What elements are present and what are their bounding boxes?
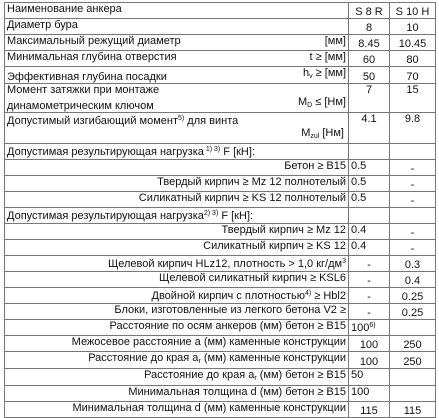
value-s8r: 50: [349, 67, 390, 84]
row-label: Силикатный кирпич ≥ KS 12 полнотелый: [5, 192, 349, 208]
row-label: Эффективная глубина посадки: [7, 71, 167, 83]
row-label: Межосевое расстояние a (мм) каменные конструкции: [5, 336, 349, 352]
row-label: Минимальная толщина d (мм) бетон ≥ B15: [5, 386, 349, 402]
value-s10h: 10.45: [390, 35, 436, 51]
row-label-line1: Момент затяжки при монтаже: [7, 84, 160, 96]
unit-label: $M_D \le [Нм]$: [297, 96, 346, 109]
row-max-diam: [5, 35, 436, 51]
value-s8r: 0.5: [349, 160, 390, 176]
value-s10h: 250: [390, 336, 436, 352]
row-label: Расстояние до края $a_r$ (мм) каменные конструкции: [5, 352, 349, 369]
value-s8r: 0.4: [349, 224, 390, 240]
value-s10h: 80: [390, 51, 436, 67]
value-s8r: 4.1: [349, 113, 390, 144]
anchor-spec-sheet: [0, 2, 439, 417]
section-heading: Допустимая результирующая нагрузка $^{1) 3)}$ F [кН]:: [5, 144, 349, 160]
row-hlz12: [5, 256, 436, 272]
value-s10h: -: [390, 176, 436, 192]
value-s8r: 50: [349, 369, 390, 386]
row-label: Минимальная толщина d (мм) каменные конструкции: [5, 402, 349, 418]
value-s10h: [390, 369, 436, 386]
row-label: Допустимый изгибающий момент$^{5)}$ для винта: [7, 115, 239, 127]
value-s8r: 60: [349, 51, 390, 67]
value-s10h: 0.25: [390, 288, 436, 304]
value-s8r: 8: [349, 19, 390, 35]
value-s10h: 9.8: [390, 113, 436, 144]
row-hbl2: [5, 288, 436, 304]
value-s8r: 100$^{6)}$: [349, 320, 390, 336]
value-s10h: 0.3: [390, 256, 436, 272]
row-label: Щелевой силикатный кирпич ≥ KSL6: [5, 272, 349, 288]
value-s10h: 250: [390, 352, 436, 369]
section-heading: Допустимая результирующая нагрузка$^{2) 3)}$ F [кН]:: [5, 208, 349, 224]
row-label: Щелевой кирпич HLz12, плотность > 1,0 $кг/дм^3$: [5, 256, 349, 272]
value-s10h: 15: [390, 84, 436, 113]
value-s8r: 0.4: [349, 240, 390, 256]
row-tv-mz12: [5, 224, 436, 240]
row-min-depth: [5, 51, 436, 67]
row-edge-beton: [5, 369, 436, 386]
header-row: [5, 3, 436, 19]
value-s8r: -: [349, 304, 390, 320]
row-min-thick-stone: [5, 402, 436, 418]
row-sil-ks12: [5, 240, 436, 256]
row-label: Расстояние до края $a_r$ (мм) бетон ≥ B15: [5, 369, 349, 386]
row-label: Твердый кирпич ≥ Mz 12: [5, 224, 349, 240]
value-s10h: 0.4: [390, 272, 436, 288]
row-ksl6: [5, 272, 436, 288]
row-load2-head: [5, 208, 436, 224]
value-s10h: [390, 386, 436, 402]
row-v2block: [5, 304, 436, 320]
row-label: Блоки, изготовленные из легкого бетона V2 ≥: [5, 304, 349, 320]
row-tv-mz12-full: [5, 176, 436, 192]
header-col-s10h: S 10 H: [390, 3, 436, 19]
unit-label: [мм]: [324, 35, 346, 47]
value-s8r: 100: [349, 336, 390, 352]
row-label: Диаметр бура: [5, 19, 349, 35]
row-label: Твердый кирпич ≥ Mz 12 полнотелый: [5, 176, 349, 192]
row-sil-ks12-full: [5, 192, 436, 208]
row-eff-depth: [5, 67, 436, 84]
value-s10h: -: [390, 224, 436, 240]
row-label: Силикатный кирпич ≥ KS 12: [5, 240, 349, 256]
value-s8r: -: [349, 256, 390, 272]
row-label: Максимальный режущий диаметр: [7, 35, 181, 47]
value-s8r: 115: [349, 402, 390, 418]
row-beton15: [5, 160, 436, 176]
header-label: Наименование анкера: [5, 3, 349, 19]
row-edge-stone: [5, 352, 436, 369]
row-inter-dist: [5, 336, 436, 352]
value-s10h: -: [390, 240, 436, 256]
row-label: Бетон ≥ B15: [5, 160, 349, 176]
value-s8r: -: [349, 288, 390, 304]
value-s8r: 7: [349, 84, 390, 113]
header-col-s8r: S 8 R: [349, 3, 390, 19]
row-torque: [5, 84, 436, 113]
anchor-spec-table: [4, 2, 436, 418]
value-s10h: -: [390, 160, 436, 176]
row-axis-dist: [5, 320, 436, 336]
value-s8r: 0.5: [349, 176, 390, 192]
value-s10h: 70: [390, 67, 436, 84]
value-s8r: 100: [349, 386, 390, 402]
value-s10h: 0.25: [390, 304, 436, 320]
value-s8r: 100: [349, 352, 390, 369]
row-label: Двойной кирпич с плотностью$^{4)}$ ≥ Hbl2: [5, 288, 349, 304]
value-s10h: 10: [390, 19, 436, 35]
row-label-line2: динамометрическим ключом: [7, 100, 154, 112]
row-label: Минимальная глубина отверстия: [7, 51, 177, 63]
value-s10h: [390, 320, 436, 336]
value-s8r: 0.5: [349, 192, 390, 208]
row-min-thick-beton: [5, 386, 436, 402]
unit-label: $h_v \ge [мм]$: [302, 67, 346, 80]
value-s8r: -: [349, 272, 390, 288]
row-label: Расстояние по осям анкеров (мм) бетон ≥ B15: [5, 320, 349, 336]
value-s8r: 8.45: [349, 35, 390, 51]
value-s10h: -: [390, 192, 436, 208]
value-s10h: 115: [390, 402, 436, 418]
row-load1-head: [5, 144, 436, 160]
row-diam-bur: [5, 19, 436, 35]
unit-label: $M_{zul}$ [Нм]: [301, 127, 344, 140]
unit-label: t ≥ [мм]: [309, 51, 346, 63]
row-bend: [5, 113, 436, 144]
